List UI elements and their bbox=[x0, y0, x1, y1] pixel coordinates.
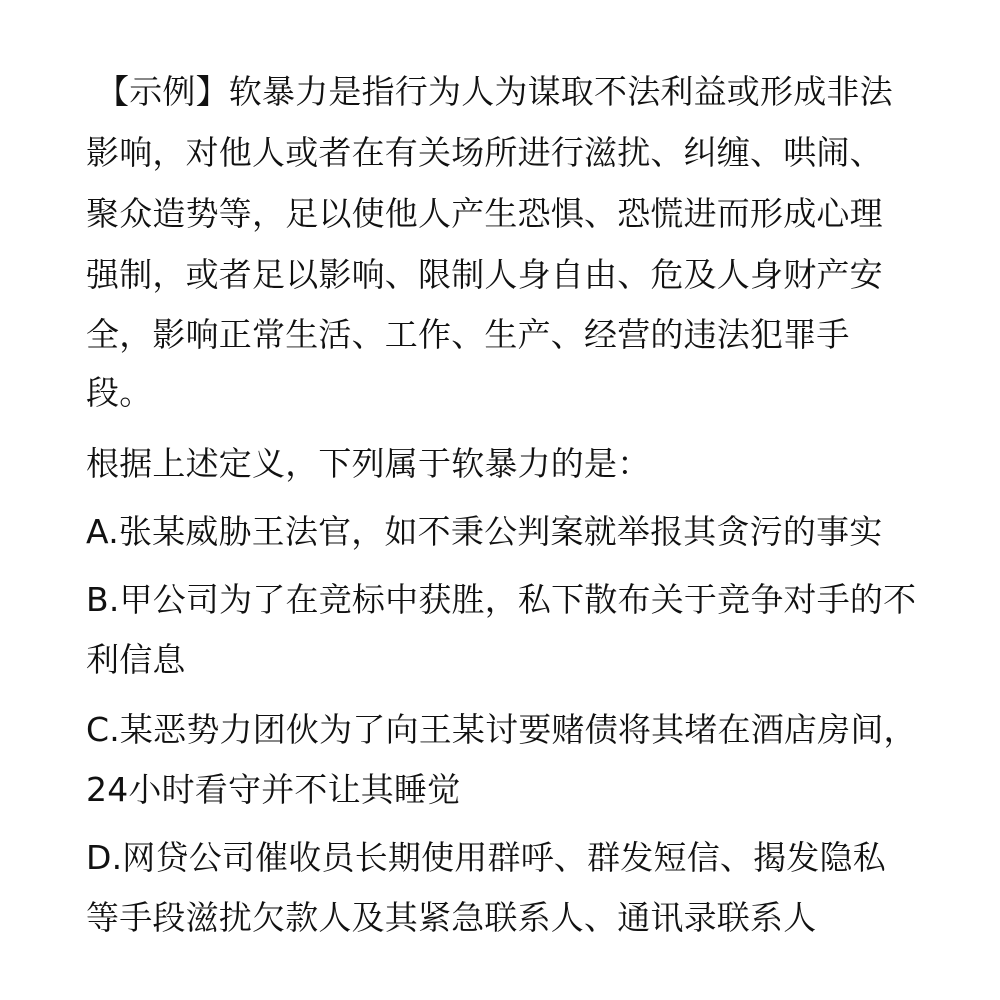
option-line: D.网贷公司催收员长期使用群呼、群发短信、揭发隐私 bbox=[86, 838, 886, 877]
option-line: 24小时看守并不让其睡觉 bbox=[86, 770, 461, 809]
question-prompt: 根据上述定义，下列属于软暴力的是： bbox=[86, 444, 651, 483]
passage-line: 影响，对他人或者在有关场所进行滋扰、纠缠、哄闹、 bbox=[86, 133, 883, 172]
option-line: C.某恶势力团伙为了向王某讨要赌债将其堵在酒店房间， bbox=[86, 710, 917, 749]
passage-line: 全，影响正常生活、工作、生产、经营的违法犯罪手 bbox=[86, 315, 850, 354]
option-line: A.张某威胁王法官，如不秉公判案就举报其贪污的事实 bbox=[86, 512, 883, 551]
passage-line: 聚众造势等，足以使他人产生恐惧、恐慌进而形成心理 bbox=[86, 194, 883, 233]
option-line: 利信息 bbox=[86, 640, 186, 679]
option-line: 等手段滋扰欠款人及其紧急联系人、通讯录联系人 bbox=[86, 898, 817, 937]
passage-line: 段。 bbox=[86, 373, 153, 412]
passage-line: 强制，或者足以影响、限制人身自由、危及人身财产安 bbox=[86, 255, 883, 294]
passage-line: 【示例】软暴力是指行为人为谋取不法利益或形成非法 bbox=[96, 72, 893, 111]
option-line: B.甲公司为了在竞标中获胜，私下散布关于竞争对手的不 bbox=[86, 580, 917, 619]
